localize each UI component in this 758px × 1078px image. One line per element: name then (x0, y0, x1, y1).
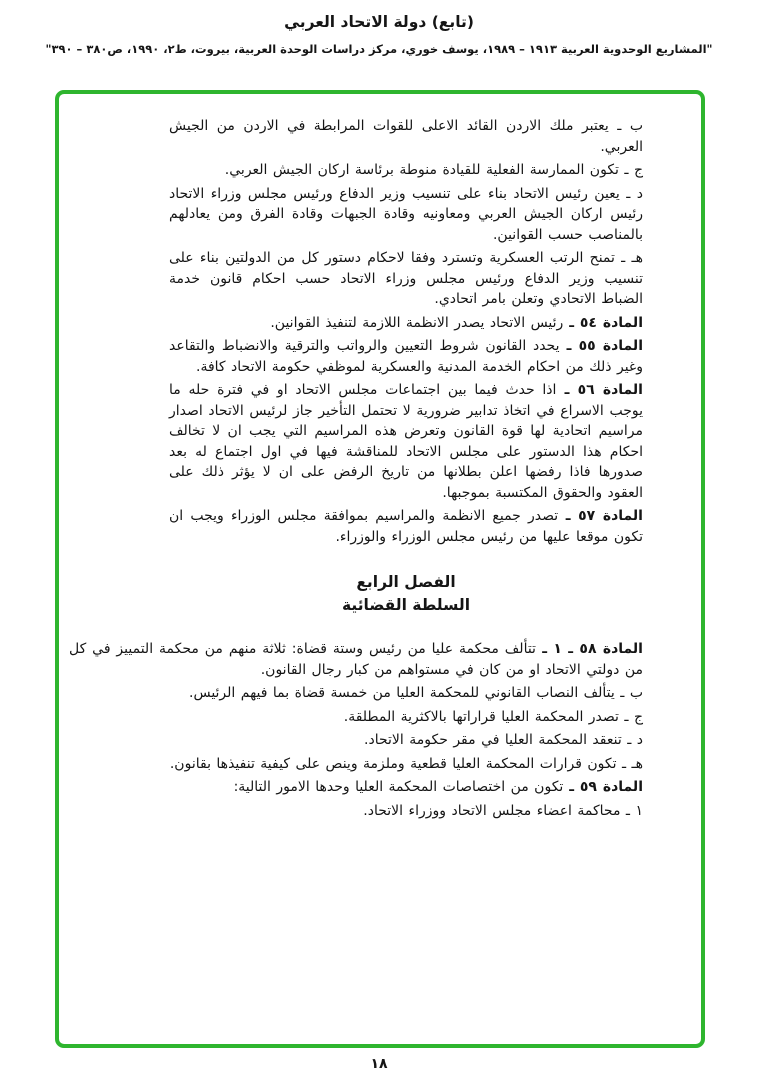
clause-paragraph (169, 248, 643, 310)
clause-label: المادة ٥٤ ـ (563, 314, 643, 331)
clause-paragraph (169, 116, 643, 157)
page-number: ١٨ (370, 1056, 388, 1072)
citation-line: "المشاريع الوحدوية العربية ١٩١٣ – ١٩٨٩، يوسف خوري، مركز دراسات الوحدة العربية، بيروت، ط٢، ١٩٩٠، ص٣٨٠ – ٣٩٠" (45, 42, 713, 56)
clause-text: تصدر المحكمة العليا قراراتها بالاكثرية المطلقة. (343, 708, 619, 725)
clause-label: المادة ٥٦ ـ (556, 382, 643, 398)
clause-label: د ـ (619, 185, 643, 202)
clause-text: يحدد القانون شروط التعيين والرواتب والترقية والانضباط والتقاعد وغير ذلك من احكام الخدمة المدنية والعسكرية لموظفي حكومة الاتحاد كافة. (169, 338, 643, 375)
clause-text: محاكمة اعضاء مجلس الاتحاد ووزراء الاتحاد. (363, 802, 621, 819)
clause-text: تكون قرارات المحكمة العليا قطعية وملزمة وينص على كيفية تنفيذها بقانون. (169, 755, 617, 772)
clause-label: المادة ٥٧ ـ (558, 508, 643, 524)
clause-text: رئيس الاتحاد يصدر الانظمة اللازمة لتنفيذ القوانين. (270, 314, 564, 331)
chapter-subtitle: السلطة القضائية (341, 596, 471, 614)
clause-label: ج ـ (618, 708, 643, 725)
clause-text: يتألف النصاب القانوني للمحكمة العليا من خمسة قضاة بما فيهم الرئيس. (189, 685, 615, 701)
clause-paragraph (69, 639, 643, 680)
clause-paragraph (69, 801, 643, 822)
clause-text: تصدر جميع الانظمة والمراسيم بموافقة مجلس الوزراء ويجب ان تكون موقعا عليها من رئيس مجلس الوزراء والوزراء. (169, 508, 643, 545)
clause-label: ب ـ (608, 118, 644, 134)
section-articles-58-59 (69, 639, 643, 821)
clause-paragraph (169, 336, 643, 377)
clause-text: اذا حدث فيما بين اجتماعات مجلس الاتحاد او في فترة حله ما يوجب الاسراع في اتخاذ تدابير ضرورية لا تحتمل التأخير جاز لرئيس الاتحاد اصدار مراسيم اتحادية لها قوة القانون وتعرض هذه المراسيم التي يجب ان لا تخالف احكام هذا الدستور على مجلس الاتحاد للمناقشة فيها في اول اجتماع له بعد صدورها فاذا رفضها اعلن بطلانها من تاريخ الرفض على ان لا يؤثر ذلك على العقود والحقوق المكتسبة بموجبها. (169, 382, 643, 501)
clause-text: يعتبر ملك الاردن القائد الاعلى للقوات المرابطة في الاردن من الجيش العربي. (169, 118, 643, 155)
chapter-heading (69, 571, 643, 617)
clause-label: المادة ٥٥ ـ (559, 338, 643, 354)
clause-text: تكون الممارسة الفعلية للقيادة منوطة برئاسة اركان الجيش العربي. (224, 162, 619, 178)
green-border-box (55, 90, 705, 1048)
clause-label: ١ ـ (620, 802, 643, 819)
clause-paragraph (69, 777, 643, 798)
clause-text: تمنح الرتب العسكرية وتسترد وفقا لاحكام دستور كل من الدولتين بناء على تنسيب وزير الدفاع ورئيس مجلس وزراء الاتحاد حسب احكام قانون خدمة الضباط الاتحادي وتعلن بامر اتحادي. (169, 250, 643, 307)
clause-label: د ـ (621, 732, 643, 748)
clause-text: تنعقد المحكمة العليا في مقر حكومة الاتحاد. (364, 732, 622, 748)
page-title: (تابع) دولة الاتحاد العربي (284, 13, 474, 31)
clause-label: المادة ٥٨ ـ ١ ـ (535, 641, 643, 657)
clause-paragraph (169, 380, 643, 503)
clause-text: يعين رئيس الاتحاد بناء على تنسيب وزير الدفاع ورئيس مجلس وزراء الاتحاد رئيس اركان الجيش العربي ومعاونيه وقادة الجبهات وقادة الفرق ومن يعادلهم بالمناصب حسب القوانين. (169, 185, 643, 243)
clause-paragraph (169, 313, 643, 334)
clause-paragraph (69, 754, 643, 775)
clause-label: ب ـ (614, 685, 643, 701)
clause-label: المادة ٥٩ ـ (563, 779, 643, 795)
clause-label: ج ـ (618, 162, 643, 178)
clause-paragraph (69, 730, 643, 751)
clause-paragraph (169, 506, 643, 547)
page-header (0, 0, 758, 56)
clause-paragraph (69, 707, 643, 728)
clause-label: هـ ـ (616, 755, 643, 772)
clause-label: هـ ـ (614, 250, 643, 266)
clause-paragraph (169, 160, 643, 181)
chapter-title: الفصل الرابع (356, 573, 456, 591)
clause-text: تكون من اختصاصات المحكمة العليا وحدها الامور التالية: (233, 779, 564, 795)
clause-paragraph (169, 184, 643, 246)
section-articles-54-57 (69, 116, 643, 547)
clause-text: تتألف محكمة عليا من رئيس وستة قضاة: ثلاثة منهم من محكمة التمييز في كل من دولتي الاتحاد او من كان في مستواهم من كبار رجال القانون. (69, 641, 643, 678)
clause-paragraph (69, 683, 643, 704)
